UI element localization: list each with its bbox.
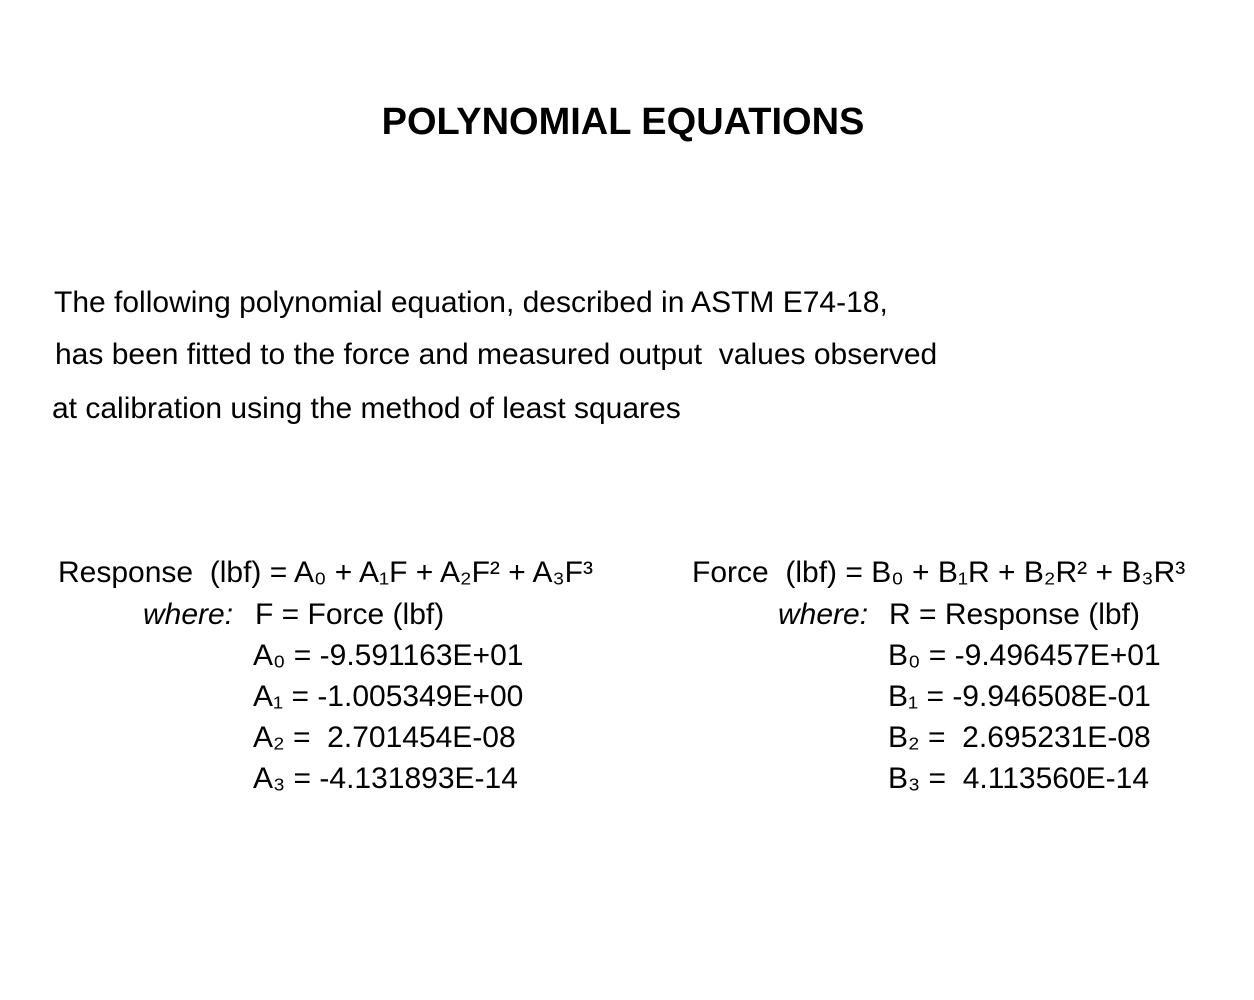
coefficient-b2: B₂ = 2.695231E-08 <box>888 721 1151 754</box>
force-equation: Force (lbf) = B₀ + B₁R + B₂R² + B₃R³ <box>692 556 1186 589</box>
force-where-definition: R = Response (lbf) <box>889 598 1140 631</box>
intro-line-2: has been fitted to the force and measured output values observed <box>55 338 938 371</box>
coefficient-b3: B₃ = 4.113560E-14 <box>888 762 1150 795</box>
coefficient-a2: A₂ = 2.701454E-08 <box>253 721 516 754</box>
coefficient-a1: A₁ = -1.005349E+00 <box>253 680 524 713</box>
coefficient-a0: A₀ = -9.591163E+01 <box>253 639 524 672</box>
response-where-definition: F = Force (lbf) <box>255 598 445 631</box>
page-title: POLYNOMIAL EQUATIONS <box>381 101 865 143</box>
intro-line-1: The following polynomial equation, described in ASTM E74-18, <box>54 286 888 319</box>
response-equation: Response (lbf) = A₀ + A₁F + A₂F² + A₃F³ <box>58 556 593 589</box>
force-where-label: where: <box>778 598 869 631</box>
intro-line-3: at calibration using the method of least squares <box>52 392 681 425</box>
coefficient-b0: B₀ = -9.496457E+01 <box>888 639 1161 672</box>
coefficient-b1: B₁ = -9.946508E-01 <box>888 680 1151 713</box>
response-where-label: where: <box>143 598 234 631</box>
coefficient-a3: A₃ = -4.131893E-14 <box>253 762 518 795</box>
